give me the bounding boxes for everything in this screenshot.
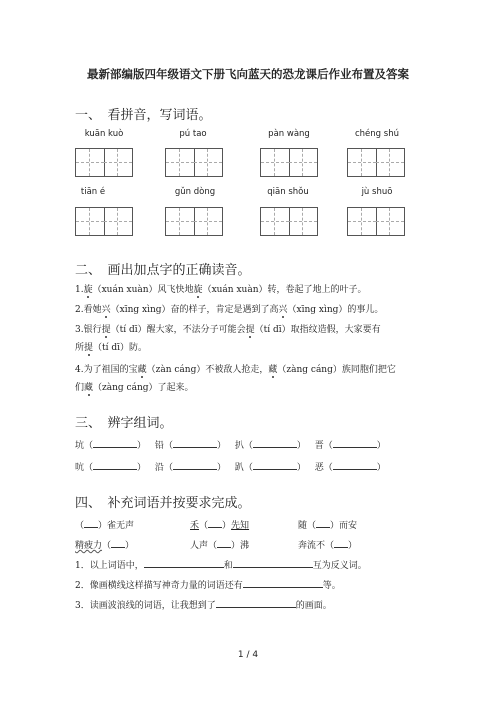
idiom-fill [298, 518, 357, 531]
writing-grid[interactable] [75, 148, 133, 177]
question-2-2 [75, 302, 383, 315]
question-text: 们 [75, 383, 85, 393]
question-text: 银行 [83, 325, 102, 335]
answer-blank[interactable] [253, 460, 297, 470]
question-text: （zàng cáng）族同胞们把它 [277, 365, 396, 375]
char: 恶 [314, 463, 324, 473]
question-text: （xīng xìng）的事儿。 [287, 305, 384, 315]
pinyin-label: pú tao [179, 129, 207, 139]
pinyin-label: gǔn dòng [174, 187, 216, 197]
question-text: （tí dī）防。 [93, 343, 148, 353]
answer-blank[interactable] [111, 538, 125, 548]
question-text: 2．像画横线这样描写神奇力量的词语还有 [75, 581, 243, 591]
question-text: 互为反义词。 [312, 561, 367, 571]
paren: （ [323, 463, 333, 473]
answer-blank[interactable] [334, 538, 348, 548]
writing-grid[interactable] [165, 207, 223, 236]
paren: ） [376, 441, 386, 451]
pinyin-label: chéng shú [355, 129, 399, 139]
question-2-4-cont [75, 380, 194, 393]
dotted-char: 藏 [137, 365, 147, 375]
question-text: （tí dī）醒大家，不法分子可能会 [110, 325, 246, 335]
section-2-heading: 二、 画出加点字的正确读音。 [75, 263, 251, 278]
paren: ） [330, 521, 340, 531]
answer-blank[interactable] [253, 438, 297, 448]
question-text: （xīng xìng）奋的样子，肯定是遇到了高 [110, 305, 279, 315]
char: 坑 [75, 441, 85, 451]
idiom-fill [190, 538, 249, 551]
question-number: 2. [75, 305, 84, 315]
question-4-2 [75, 578, 341, 591]
idiom-text: 先知 [231, 521, 250, 531]
question-2-1 [75, 282, 367, 295]
paren: （ [325, 541, 335, 551]
question-number: 4. [75, 365, 84, 375]
dotted-char: 兴 [101, 305, 111, 315]
writing-grid[interactable] [75, 207, 133, 236]
pinyin-label: qiān shǒu [267, 187, 309, 197]
idiom-text: 人声 [190, 541, 209, 551]
question-text: 1．以上词语中， [75, 561, 144, 571]
question-2-3-cont [75, 340, 147, 353]
idiom-text: 沸 [240, 541, 250, 551]
paren: ） [98, 521, 108, 531]
answer-blank[interactable] [243, 578, 323, 588]
dotted-char: 提 [84, 343, 94, 353]
question-text: 3．读画波浪线的词语，让我想到了 [75, 601, 216, 611]
writing-grid[interactable] [260, 207, 318, 236]
idiom-fill [190, 518, 249, 531]
question-text: （xuán xuàn）风飞快地 [92, 285, 194, 295]
question-number: 1. [75, 285, 84, 295]
question-text: 所 [75, 343, 85, 353]
answer-blank[interactable] [333, 460, 377, 470]
idiom-text: 雀无声 [107, 521, 135, 531]
word-group-row [75, 460, 386, 473]
answer-blank[interactable] [208, 518, 222, 528]
document-title: 最新部编版四年级语文下册飞向蓝天的恐龙课后作业布置及答案 [87, 67, 409, 81]
writing-grid[interactable] [347, 148, 405, 177]
idiom-fill [75, 518, 134, 531]
paren: ） [222, 521, 232, 531]
dotted-char: 兴 [278, 305, 288, 315]
question-text: 看她 [83, 305, 102, 315]
question-text: 为了祖国的宝 [83, 365, 138, 375]
question-text: （xuán xuàn）转，卷起了地上的叶子。 [202, 285, 367, 295]
char: 晋 [314, 441, 324, 451]
section-4-heading: 四、 补充词语并按要求完成。 [75, 496, 251, 511]
question-2-4 [75, 362, 396, 375]
question-2-3 [75, 322, 381, 335]
question-text: 和 [223, 561, 233, 571]
paren: （ [307, 521, 317, 531]
question-text: 的画面。 [295, 601, 332, 611]
dotted-char: 提 [245, 325, 255, 335]
question-text: （zàng cáng）了起来。 [93, 383, 194, 393]
paren: ） [376, 463, 386, 473]
char: 铅 [154, 441, 164, 451]
dotted-char: 旋 [193, 285, 203, 295]
paren: （ [243, 463, 253, 473]
answer-blank[interactable] [173, 438, 217, 448]
idiom-text: 禾 [190, 521, 200, 531]
paren: ） [125, 541, 135, 551]
paren: （ [243, 441, 253, 451]
paren: （ [199, 521, 209, 531]
answer-blank[interactable] [216, 598, 296, 608]
answer-blank[interactable] [84, 518, 98, 528]
paren: （ [102, 541, 112, 551]
paren: （ [323, 441, 333, 451]
pinyin-label: jù shuō [361, 187, 393, 197]
answer-blank[interactable] [93, 460, 137, 470]
writing-grid[interactable] [260, 148, 318, 177]
dotted-char: 藏 [84, 383, 94, 393]
paren: （ [75, 521, 85, 531]
idiom-text: 而安 [339, 521, 358, 531]
char: 趴 [234, 463, 244, 473]
answer-blank[interactable] [233, 558, 313, 568]
paren: ） [231, 541, 241, 551]
writing-grid[interactable] [165, 148, 223, 177]
pinyin-label: tiān é [80, 187, 106, 197]
answer-blank[interactable] [333, 438, 377, 448]
paren: ） [216, 441, 226, 451]
pinyin-label: pàn wàng [268, 129, 310, 139]
paren: （ [84, 441, 94, 451]
paren: ） [137, 441, 147, 451]
idiom-fill [75, 538, 134, 551]
idiom-text: 精疲力 [75, 541, 103, 551]
char: 吭 [75, 463, 85, 473]
page-number: 1 / 4 [237, 650, 259, 660]
question-text: 等。 [322, 581, 341, 591]
paren: ） [296, 441, 306, 451]
dotted-char: 旋 [83, 285, 93, 295]
paren: （ [84, 463, 94, 473]
answer-blank[interactable] [217, 538, 231, 548]
section-1-heading: 一、 看拼音，写词语。 [75, 108, 212, 123]
answer-blank[interactable] [144, 558, 224, 568]
question-text: （tí dī）取指纹造假，大家要有 [254, 325, 381, 335]
writing-grid[interactable] [347, 207, 405, 236]
char: 沿 [154, 463, 164, 473]
paren: ） [216, 463, 226, 473]
paren: ） [296, 463, 306, 473]
idiom-fill [298, 538, 357, 551]
word-group-row [75, 438, 386, 451]
paren: （ [163, 463, 173, 473]
paren: ） [137, 463, 147, 473]
dotted-char: 提 [101, 325, 111, 335]
question-text: （zàn cáng）不被敌人抢走， [146, 365, 269, 375]
question-4-1 [75, 558, 367, 571]
question-4-3 [75, 598, 332, 611]
idiom-text: 奔流不 [298, 541, 326, 551]
paren: （ [163, 441, 173, 451]
paren: （ [208, 541, 218, 551]
section-3-heading: 三、 辨字组词。 [75, 416, 173, 431]
question-number: 3. [75, 325, 84, 335]
idiom-text: 随 [298, 521, 308, 531]
answer-blank[interactable] [316, 518, 330, 528]
answer-blank[interactable] [93, 438, 137, 448]
dotted-char: 藏 [268, 365, 278, 375]
paren: ） [348, 541, 358, 551]
pinyin-label: kuān kuò [84, 129, 124, 139]
answer-blank[interactable] [173, 460, 217, 470]
char: 扒 [234, 441, 244, 451]
